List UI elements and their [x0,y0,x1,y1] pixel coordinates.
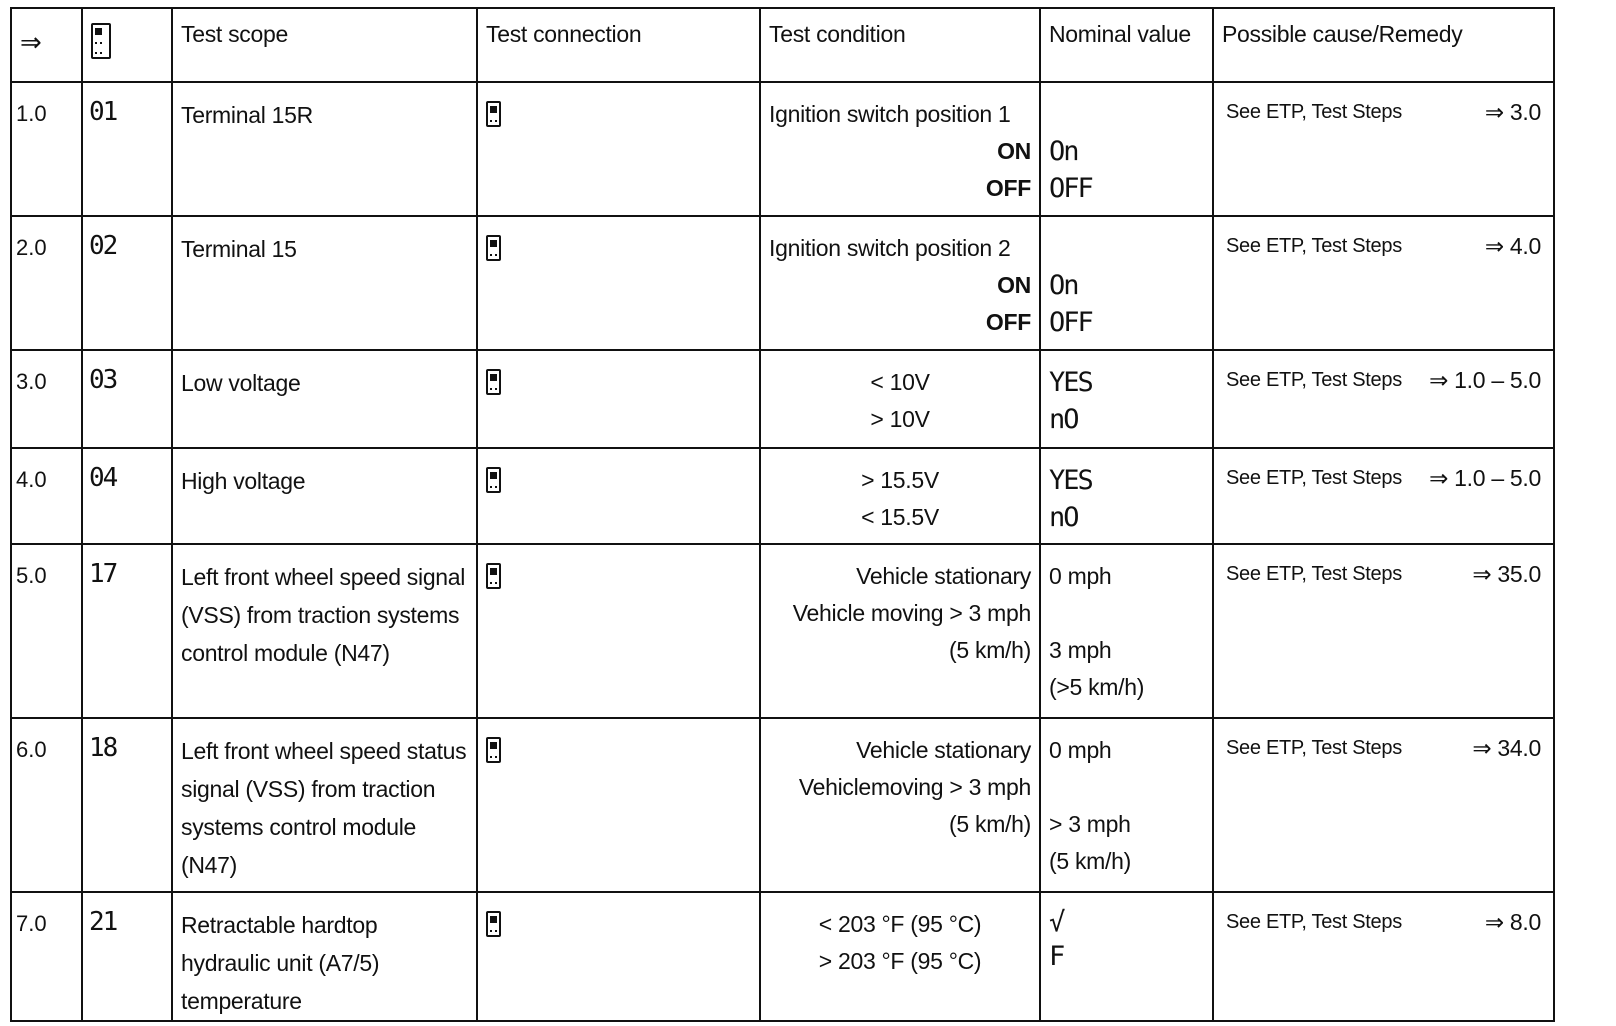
header-row [11,8,1554,82]
test-scope: Retractable hardtop hydraulic unit (A7/5) temperature [181,912,380,1014]
test-condition: Vehicle stationary Vehicle moving > 3 mph (5 km/h) [792,563,1031,663]
display-code: 21 [89,907,117,937]
table-row [11,82,1554,216]
step-number: 6.0 [16,737,47,762]
header-cause: Possible cause/Remedy [1213,8,1554,82]
header-tester [82,8,172,82]
table-row [11,892,1554,1021]
test-scope: Left front wheel speed signal (VSS) from traction systems control module (N47) [181,564,466,666]
test-condition: > 15.5V < 15.5V [861,467,939,530]
test-scope: Terminal 15R [181,102,313,128]
tester-icon [486,737,501,763]
step-number: 3.0 [16,369,47,394]
nominal-value: On OFF [1049,270,1092,338]
tester-icon [91,23,111,59]
header-nominal-value: Nominal value [1040,8,1213,82]
header-test-condition: Test condition [760,8,1040,82]
tester-icon [486,369,501,395]
step-reference: ⇒ 35.0 [1472,561,1541,587]
display-code: 01 [89,97,117,127]
tester-icon [486,101,501,127]
test-scope: High voltage [181,468,306,494]
test-scope: Low voltage [181,370,301,396]
step-reference: ⇒ 3.0 [1484,99,1541,125]
possible-cause: See ETP, Test Steps ⇒ 4.0 [1226,233,1541,259]
header-arrow: ⇒ [11,8,82,82]
test-condition: Ignition switch position 2 ON OFF [769,235,1031,335]
step-reference: ⇒ 1.0 – 5.0 [1429,465,1541,491]
table-row [11,544,1554,718]
display-code: 04 [89,463,117,493]
possible-cause: See ETP, Test Steps ⇒ 1.0 – 5.0 [1226,367,1541,393]
table-row [11,350,1554,448]
tester-icon [486,563,501,589]
nominal-value: √ F [1049,907,1064,972]
nominal-value: YES nO [1049,367,1092,435]
table-row [11,216,1554,350]
test-condition: < 10V > 10V [870,369,930,432]
possible-cause: See ETP, Test Steps ⇒ 3.0 [1226,99,1541,125]
display-code: 03 [89,365,117,395]
step-number: 2.0 [16,235,47,260]
step-reference: ⇒ 1.0 – 5.0 [1429,367,1541,393]
step-reference: ⇒ 8.0 [1484,909,1541,935]
table-row [11,448,1554,544]
test-scope: Terminal 15 [181,236,297,262]
possible-cause: See ETP, Test Steps ⇒ 8.0 [1226,909,1541,935]
table-row [11,718,1554,892]
step-number: 7.0 [16,911,47,936]
test-table [10,7,1555,1022]
step-reference: ⇒ 4.0 [1484,233,1541,259]
tester-icon [486,467,501,493]
nominal-value: 0 mph 3 mph (>5 km/h) [1049,563,1145,700]
display-code: 18 [89,733,117,763]
step-number: 5.0 [16,563,47,588]
step-number: 1.0 [16,101,47,126]
possible-cause: See ETP, Test Steps ⇒ 35.0 [1226,561,1541,587]
test-condition: Vehicle stationary Vehiclemoving > 3 mph (5 km/h) [798,737,1031,837]
nominal-value: On OFF [1049,136,1092,204]
header-test-scope: Test scope [172,8,477,82]
tester-icon [486,911,501,937]
step-reference: ⇒ 34.0 [1472,735,1541,761]
display-code: 02 [89,231,117,261]
possible-cause: See ETP, Test Steps ⇒ 34.0 [1226,735,1541,761]
nominal-value: YES nO [1049,465,1092,533]
step-number: 4.0 [16,467,47,492]
header-test-connection: Test connection [477,8,760,82]
test-scope: Left front wheel speed status signal (VSS) from traction systems control module (N47) [181,738,467,878]
nominal-value: 0 mph > 3 mph (5 km/h) [1049,737,1131,874]
test-condition: Ignition switch position 1 ON OFF [769,101,1031,201]
display-code: 17 [89,559,117,589]
test-condition: < 203 °F (95 °C) > 203 °F (95 °C) [818,911,982,974]
possible-cause: See ETP, Test Steps ⇒ 1.0 – 5.0 [1226,465,1541,491]
tester-icon [486,235,501,261]
